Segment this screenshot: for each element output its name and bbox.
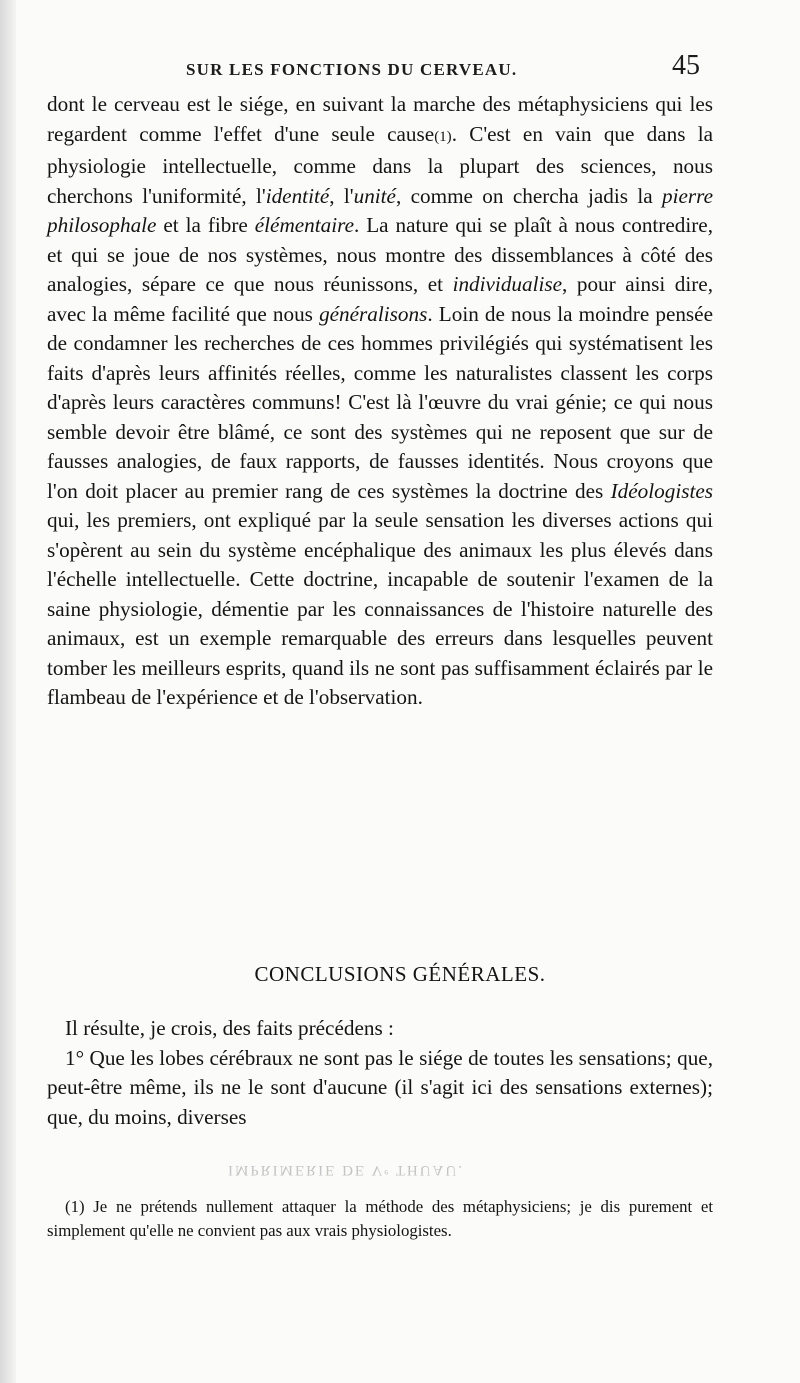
footnote-paragraph — [47, 1195, 713, 1243]
printer-show-through: IMPRIMERIE DE Vᵉ THUAU. — [228, 1162, 464, 1178]
italic-term: généralisons — [319, 301, 428, 326]
text-run: , comme on chercha jadis la — [395, 183, 662, 208]
text-run: qui, les premiers, ont expliqué par la seule sensation les diverses actions qui s'opèrent au sein du système encéphalique des animaux les plus élevés dans l'échelle intellectuelle. Cette doctrine, incapable de soutenir l'examen de la saine physiologie, démentie par les connaissances de l'histoire naturelle des animaux, est un exemple remarquable des erreurs dans lesquelles peuvent tomber les meilleurs esprits, quand ils ne sont pas suffisamment éclairés par le flambeau de l'expérience et de l'observation. — [47, 508, 713, 709]
italic-term: élémentaire — [254, 213, 354, 237]
conclusions-intro: Il résulte, je crois, des faits précédens : — [65, 1016, 394, 1040]
italic-term: unité — [353, 183, 396, 208]
italic-term: pierre philosophale — [47, 183, 713, 237]
text-run: et la fibre — [156, 213, 255, 237]
page-number: 45 — [672, 50, 700, 81]
text-run: , l' — [329, 183, 354, 208]
italic-term: identité — [265, 183, 330, 208]
conclusions-text — [47, 1014, 713, 1132]
text-run: dont le cerveau est le siége, en suivant la marche des métaphysiciens qui les regardent comme l'effet d'une seule cause — [47, 92, 713, 146]
main-text — [47, 90, 713, 713]
running-head: SUR LES FONCTIONS DU CERVEAU. — [186, 60, 518, 79]
text-run: , pour ainsi dire, avec la même facilité que nous — [47, 272, 713, 326]
footnote-marker: (1) — [65, 1197, 85, 1216]
text-run: . Loin de nous la moindre pensée de condamner les recherches de ces hommes privilégiés qui systématisent les faits d'après leurs affinités réelles, comme les naturalistes classent les corps d'après leurs caractères communs! C'est là l'œuvre du vrai génie; ce qui nous semble devoir être blâmé, ce sont des systèmes qui ne reposent que sur de fausses analogies, de faux rapports, de fausses identités. Nous croyons que l'on doit placer au premier rang de ces systèmes la doctrine des — [47, 301, 713, 503]
page-header — [0, 50, 800, 90]
footnote — [47, 1195, 713, 1243]
italic-term: Idéologistes — [610, 478, 713, 503]
italic-term: individualise — [452, 272, 563, 296]
page-gutter-shadow — [0, 0, 16, 1383]
text-run: . La nature qui se plaît à nous contredire, et qui se joue de nos systèmes, nous montre des dissemblances à côté des analogies, sépare ce que nous réunissons, et — [47, 213, 713, 296]
main-paragraph — [47, 90, 713, 713]
section-heading: CONCLUSIONS GÉNÉRALES. — [254, 962, 546, 986]
text-run: . C'est en vain que dans la physiologie intellectuelle, comme dans la plupart des sciences, nous cherchons l'uniformité, l' — [47, 121, 713, 208]
footnote-text: Je ne prétends nullement attaquer la méthode des métaphysiciens; je dis purement et simplement qu'elle ne convient pas aux vrais physiologistes. — [47, 1197, 713, 1240]
conclusion-item-1: 1° Que les lobes cérébraux ne sont pas le siége de toutes les sensations; que, peut-être même, ils ne le sont d'aucune (il s'agit ici des sensations externes); que, du moins, diverses — [47, 1045, 713, 1129]
footnote-reference: (1) — [434, 128, 452, 145]
